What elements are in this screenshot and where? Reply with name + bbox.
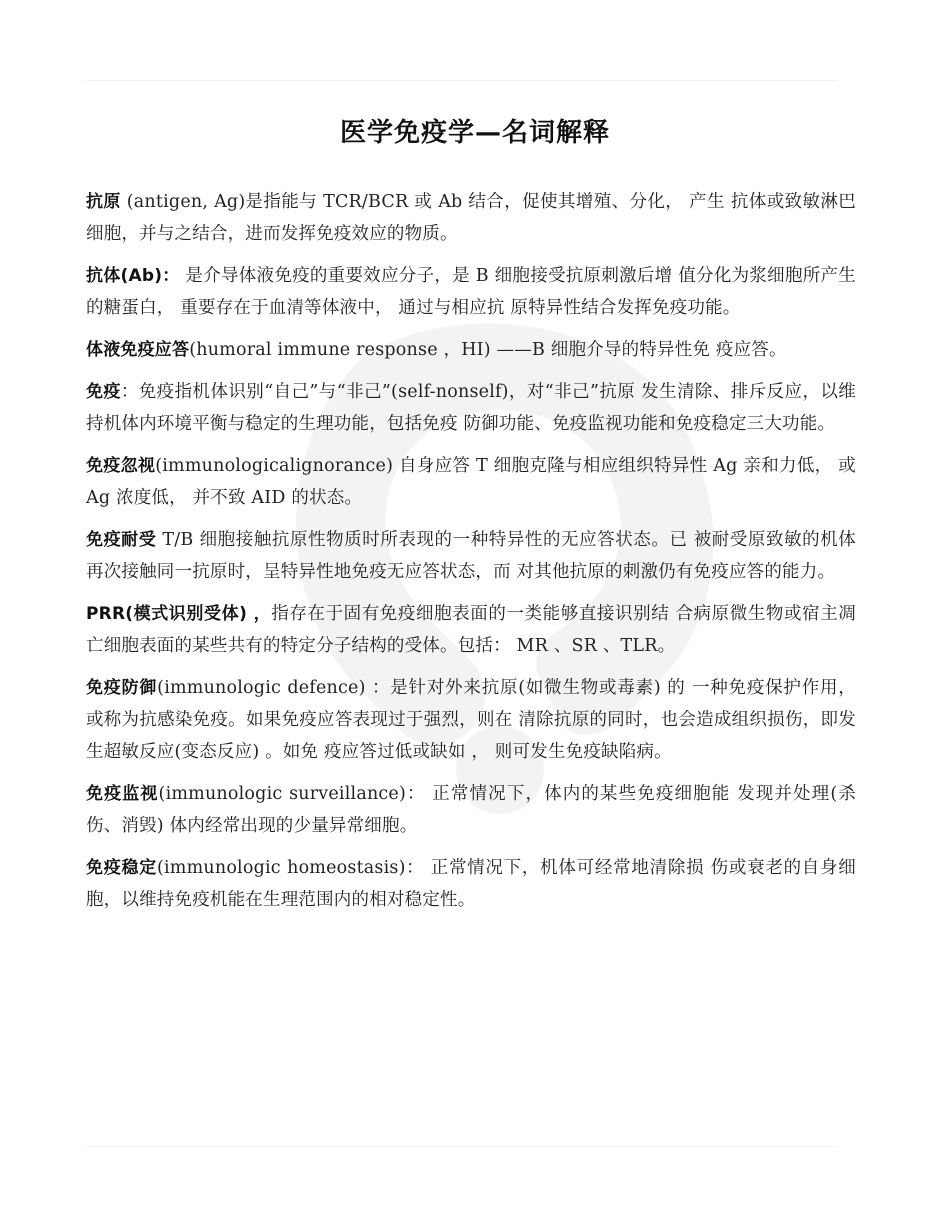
entry-antibody <box>86 260 856 324</box>
entry-definition: (humoral immune response ，HI) ——B 细胞介导的特异性免 疫应答。 <box>189 340 787 360</box>
entry-humoral-immune-response <box>86 334 856 366</box>
entry-term: PRR(模式识别受体) ， <box>86 604 272 624</box>
entry-term: 免疫忽视 <box>86 456 156 476</box>
entry-definition: 是介导体液免疫的重要效应分子，是 B 细胞接受抗原刺激后增 值分化为浆细胞所产生的糖蛋白， 重要存在于血清等体液中， 通过与相应抗 原特异性结合发挥免疫功能。 <box>86 266 857 318</box>
glossary-entries <box>86 186 856 926</box>
entry-immune-tolerance <box>86 524 856 588</box>
entry-definition: (immunologic surveillance)： 正常情况下，体内的某些免疫细胞能 发现并处理(杀伤、消毁) 体内经常出现的少量异常细胞。 <box>86 784 856 836</box>
document-title: 医学免疫学—名词解释 <box>339 118 610 148</box>
entry-definition: ：免疫指机体识别“自己”与“非己”(self-nonself)，对“非己”抗原 发生清除、排斥反应，以维持机体内环境平衡与稳定的生理功能，包括免疫 防御功能、免疫监视功能和免疫稳定三大功能。 <box>86 382 856 434</box>
entry-definition: (antigen, Ag)是指能与 TCR/BCR 或 Ab 结合，促使其增殖、分化， 产生 抗体或致敏淋巴细胞，并与之结合，进而发挥免疫效应的物质。 <box>86 192 856 244</box>
entry-term: 免疫 <box>86 382 121 402</box>
entry-definition: 指存在于固有免疫细胞表面的一类能够直接识别结 合病原微生物或宿主凋亡细胞表面的某些共有的特定分子结构的受体。包括： MR 、SR 、TLR。 <box>86 604 856 656</box>
page-top-rule <box>86 80 838 81</box>
entry-term: 免疫监视 <box>86 784 159 804</box>
entry-definition: T/B 细胞接触抗原性物质时所表现的一种特异性的无应答状态。已 被耐受原致敏的机体再次接触同一抗原时，呈特异性地免疫无应答状态，而 对其他抗原的刺激仍有免疫应答的能力。 <box>86 530 856 582</box>
entry-term: 抗体(Ab)： <box>86 266 180 286</box>
entry-immunological-ignorance <box>86 450 856 514</box>
entry-definition: (immunologicalignorance) 自身应答 T 细胞克隆与相应组织特异性 Ag 亲和力低， 或 Ag 浓度低， 并不致 AID 的状态。 <box>86 456 856 508</box>
page-bottom-rule <box>86 1146 838 1147</box>
entry-term: 免疫稳定 <box>86 858 157 878</box>
entry-term: 体液免疫应答 <box>86 340 190 360</box>
entry-term: 抗原 <box>86 192 121 212</box>
entry-immunity <box>86 376 856 440</box>
entry-prr <box>86 598 856 662</box>
entry-immunologic-surveillance <box>86 778 856 842</box>
entry-immunologic-homeostasis <box>86 852 856 916</box>
entry-term: 免疫防御 <box>86 678 158 698</box>
entry-definition: (immunologic homeostasis)： 正常情况下，机体可经常地清除损 伤或衰老的自身细胞，以维持免疫机能在生理范围内的相对稳定性。 <box>86 858 856 910</box>
entry-definition: (immunologic defence) ：是针对外来抗原(如微生物或毒素) 的 一种免疫保护作用， 或称为抗感染免疫。如果免疫应答表现过于强烈，则在 清除抗原的同时，也会造成组织损伤，即发生超敏反应(变态反应) 。如免 疫应答过低或缺如 ， 则可发生免疫缺陷病。 <box>86 678 856 762</box>
entry-antigen <box>86 186 856 250</box>
entry-immunologic-defence <box>86 672 856 768</box>
entry-term: 免疫耐受 <box>86 530 157 550</box>
